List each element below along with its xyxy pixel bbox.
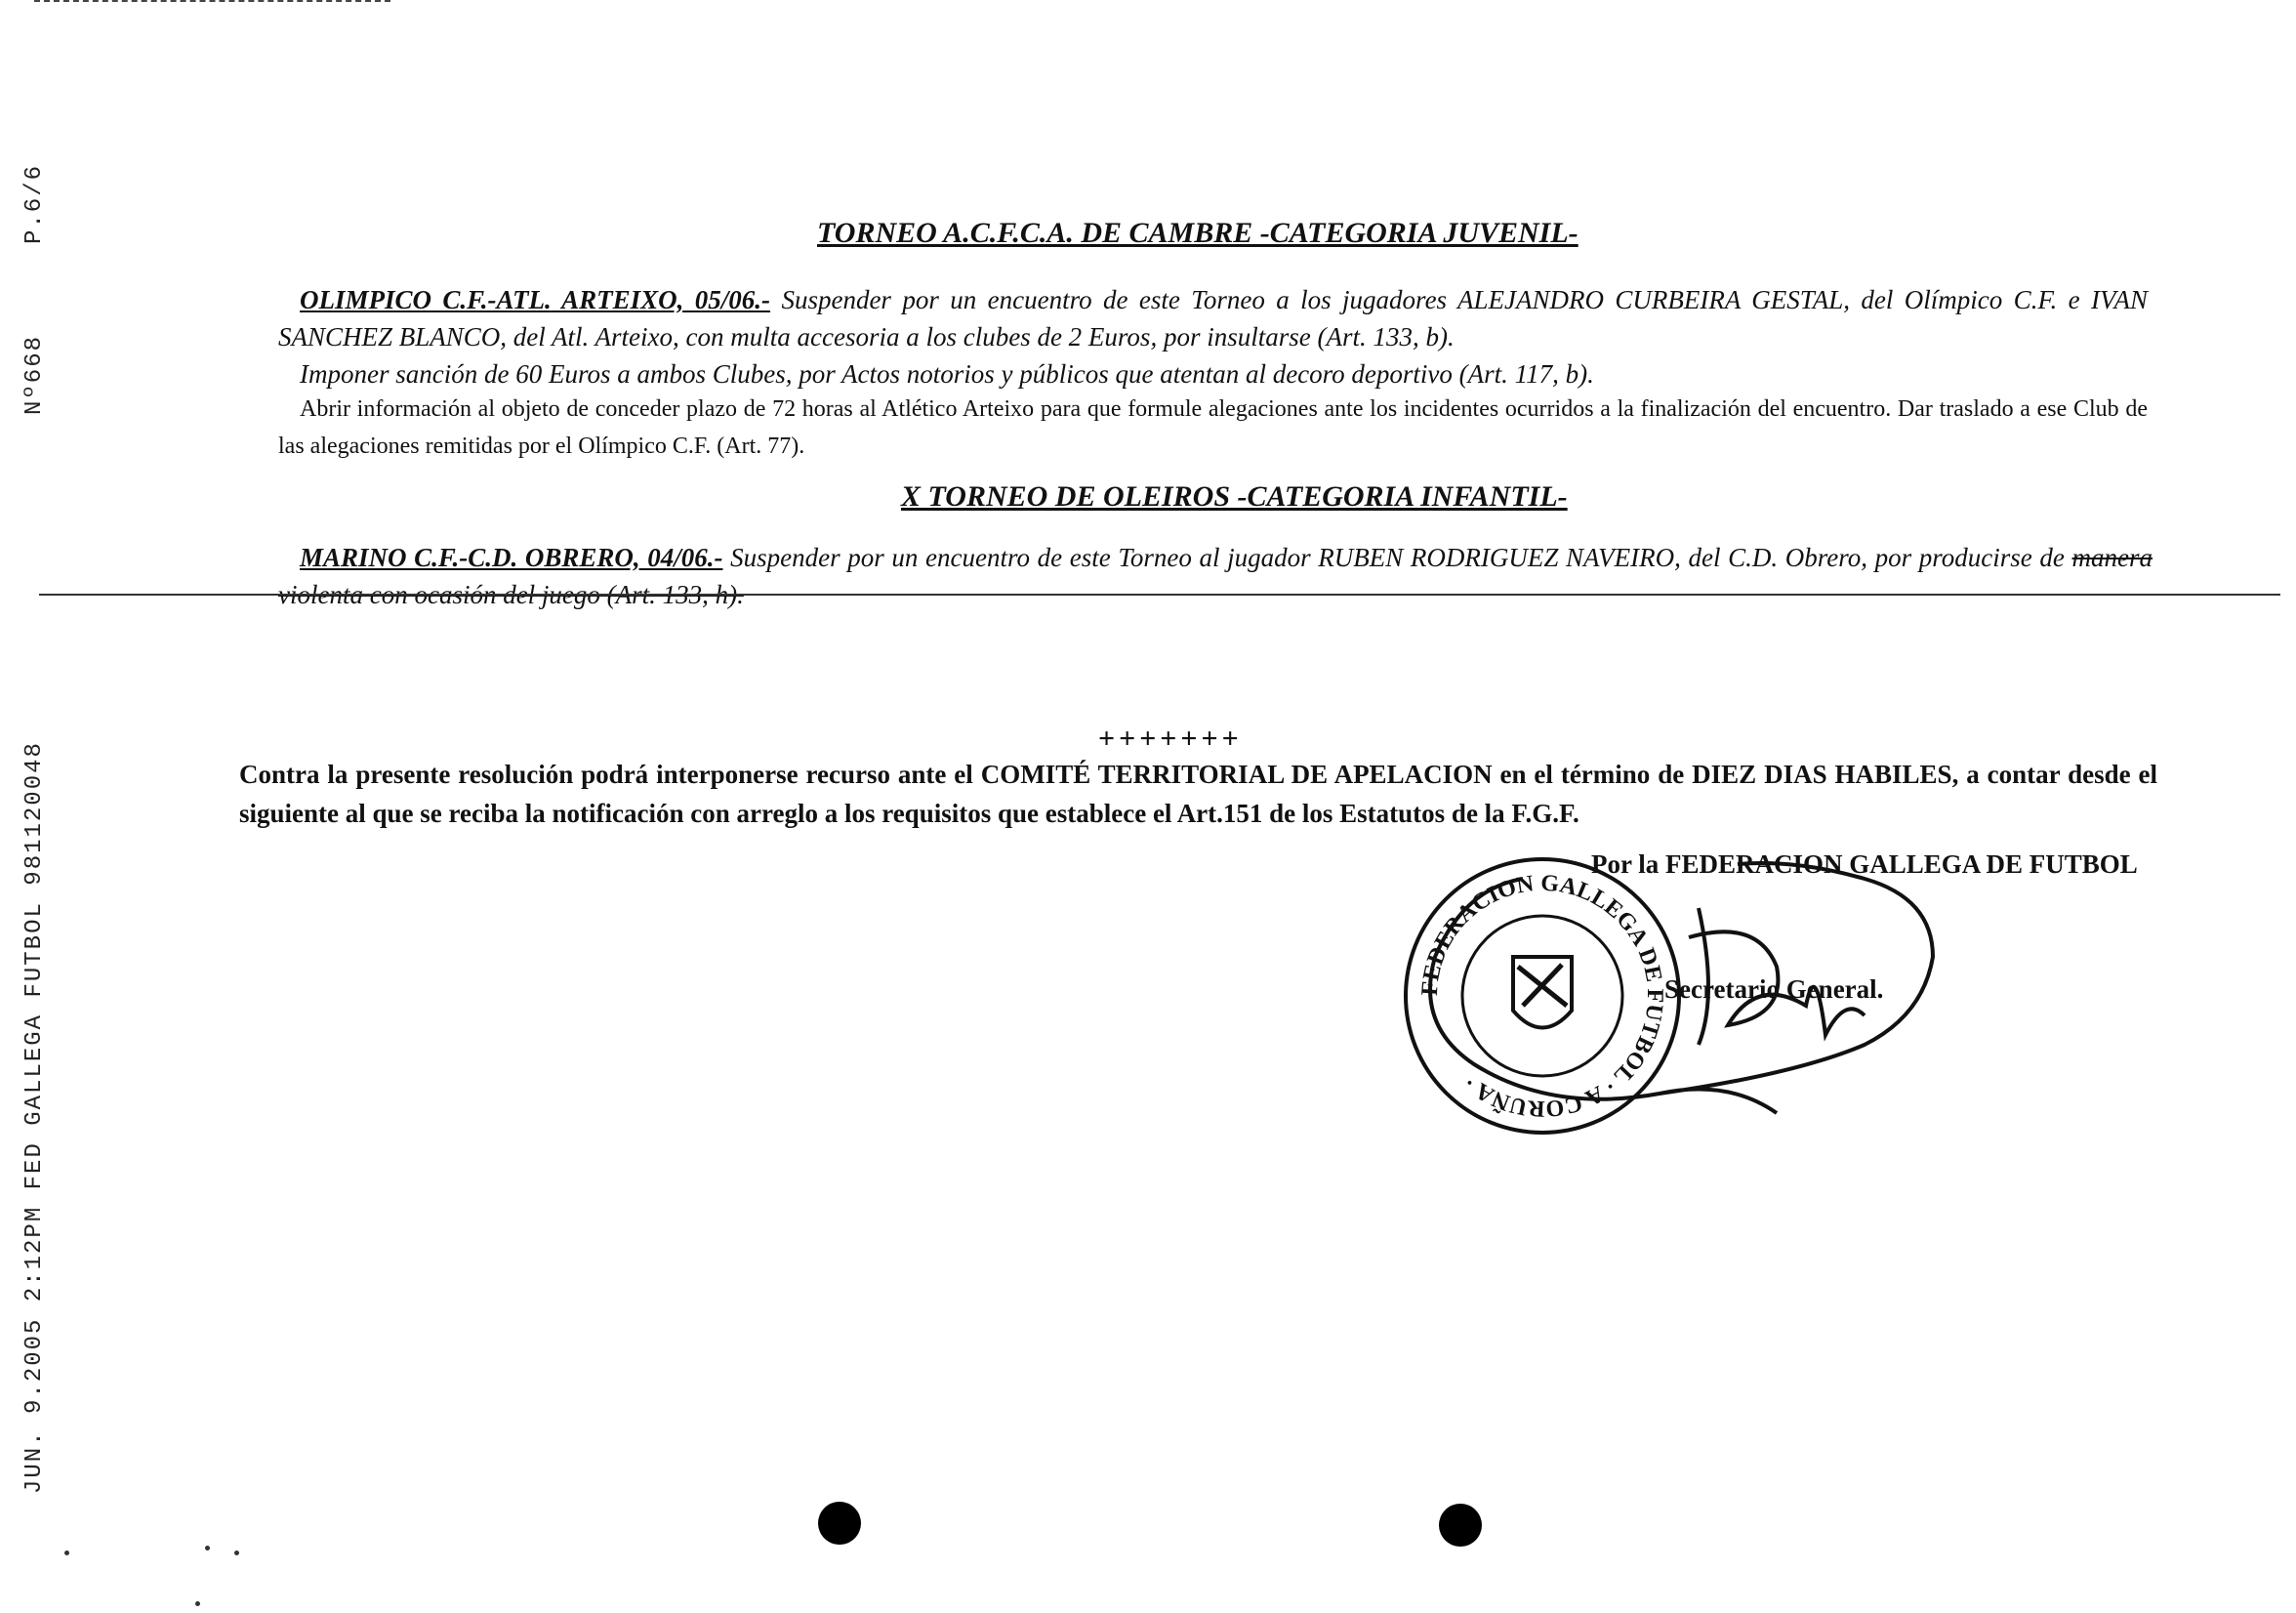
signature-role: Secretario General. bbox=[1664, 974, 1884, 1004]
section2-paragraph bbox=[278, 539, 2152, 613]
binder-hole-left bbox=[818, 1502, 861, 1545]
fax-page-marker: P.6/6 bbox=[21, 163, 48, 244]
section2-text-struck: manera violenta con ocasión del juego (Art. 133, h). bbox=[278, 543, 2153, 609]
section1-info-paragraph bbox=[278, 391, 2148, 465]
seal-ring-text: FEDERACION GALLEGA DE FUTBOL · A CORUÑA · bbox=[1416, 870, 1668, 1122]
appeal-notice: Contra la presente resolución podrá interponerse recurso ante el COMITÉ TERRITORIAL DE APELACION en el término de DIEZ DIAS HABILES, a contar desde el siguiente al que se reciba la notificación con arreglo a los requisitos que establece el Art.151 de los Estatutos de la F.G.F. bbox=[239, 760, 2157, 828]
fax-sender-line: JUN. 9.2005 2:12PM FED GALLEGA FUTBOL 981120048 bbox=[21, 741, 48, 1494]
section1-fine-paragraph bbox=[300, 355, 2154, 393]
scan-speck bbox=[205, 1546, 210, 1551]
scan-speck bbox=[195, 1601, 200, 1606]
signature-by-line: Por la FEDERACION GALLEGA DE FUTBOL bbox=[1591, 849, 2138, 879]
separator-crosses: +++++++ bbox=[1098, 723, 1243, 755]
section-heading-infantil: X TORNEO DE OLEIROS -CATEGORIA INFANTIL- bbox=[901, 480, 1568, 513]
fax-number: Nº668 bbox=[21, 334, 48, 415]
page-break-line bbox=[39, 594, 2280, 596]
section1-text-suspension: Suspender por un encuentro de este Torneo a los jugadores ALEJANDRO CURBEIRA GESTAL, del Olímpico C.F. e IVAN SANCHEZ BLANCO, del Atl. Arteixo, con multa accesoria a los clubes de 2 Euros, por insultarse (Art. 133, b). bbox=[278, 285, 2148, 352]
scan-speck bbox=[64, 1551, 69, 1555]
match-title-olimpico: OLIMPICO C.F.-ATL. ARTEIXO, 05/06.- bbox=[300, 285, 771, 314]
match-title-marino: MARINO C.F.-C.D. OBRERO, 04/06.- bbox=[300, 543, 723, 572]
section1-paragraph bbox=[278, 281, 2148, 355]
section1-text-info: Abrir información al objeto de conceder plazo de 72 horas al Atlético Arteixo para que formule alegaciones ante los incidentes ocurridos a la finalización del encuentro. Dar traslado a ese Club de las alegaciones remitidas por el Olímpico C.F. (Art. 77). bbox=[278, 396, 2148, 459]
section1-text-fine: Imponer sanción de 60 Euros a ambos Clubes, por Actos notorios y públicos que atentan al decoro deportivo (Art. 117, b). bbox=[300, 359, 1594, 389]
section2-text-suspension: Suspender por un encuentro de este Torneo al jugador RUBEN RODRIGUEZ NAVEIRO, del C.D. Obrero, por producirse de bbox=[730, 543, 2065, 572]
scan-speck bbox=[234, 1551, 239, 1555]
binder-hole-right bbox=[1439, 1504, 1482, 1547]
section-heading-juvenil: TORNEO A.C.F.C.A. DE CAMBRE -CATEGORIA JUVENIL- bbox=[817, 217, 1578, 249]
